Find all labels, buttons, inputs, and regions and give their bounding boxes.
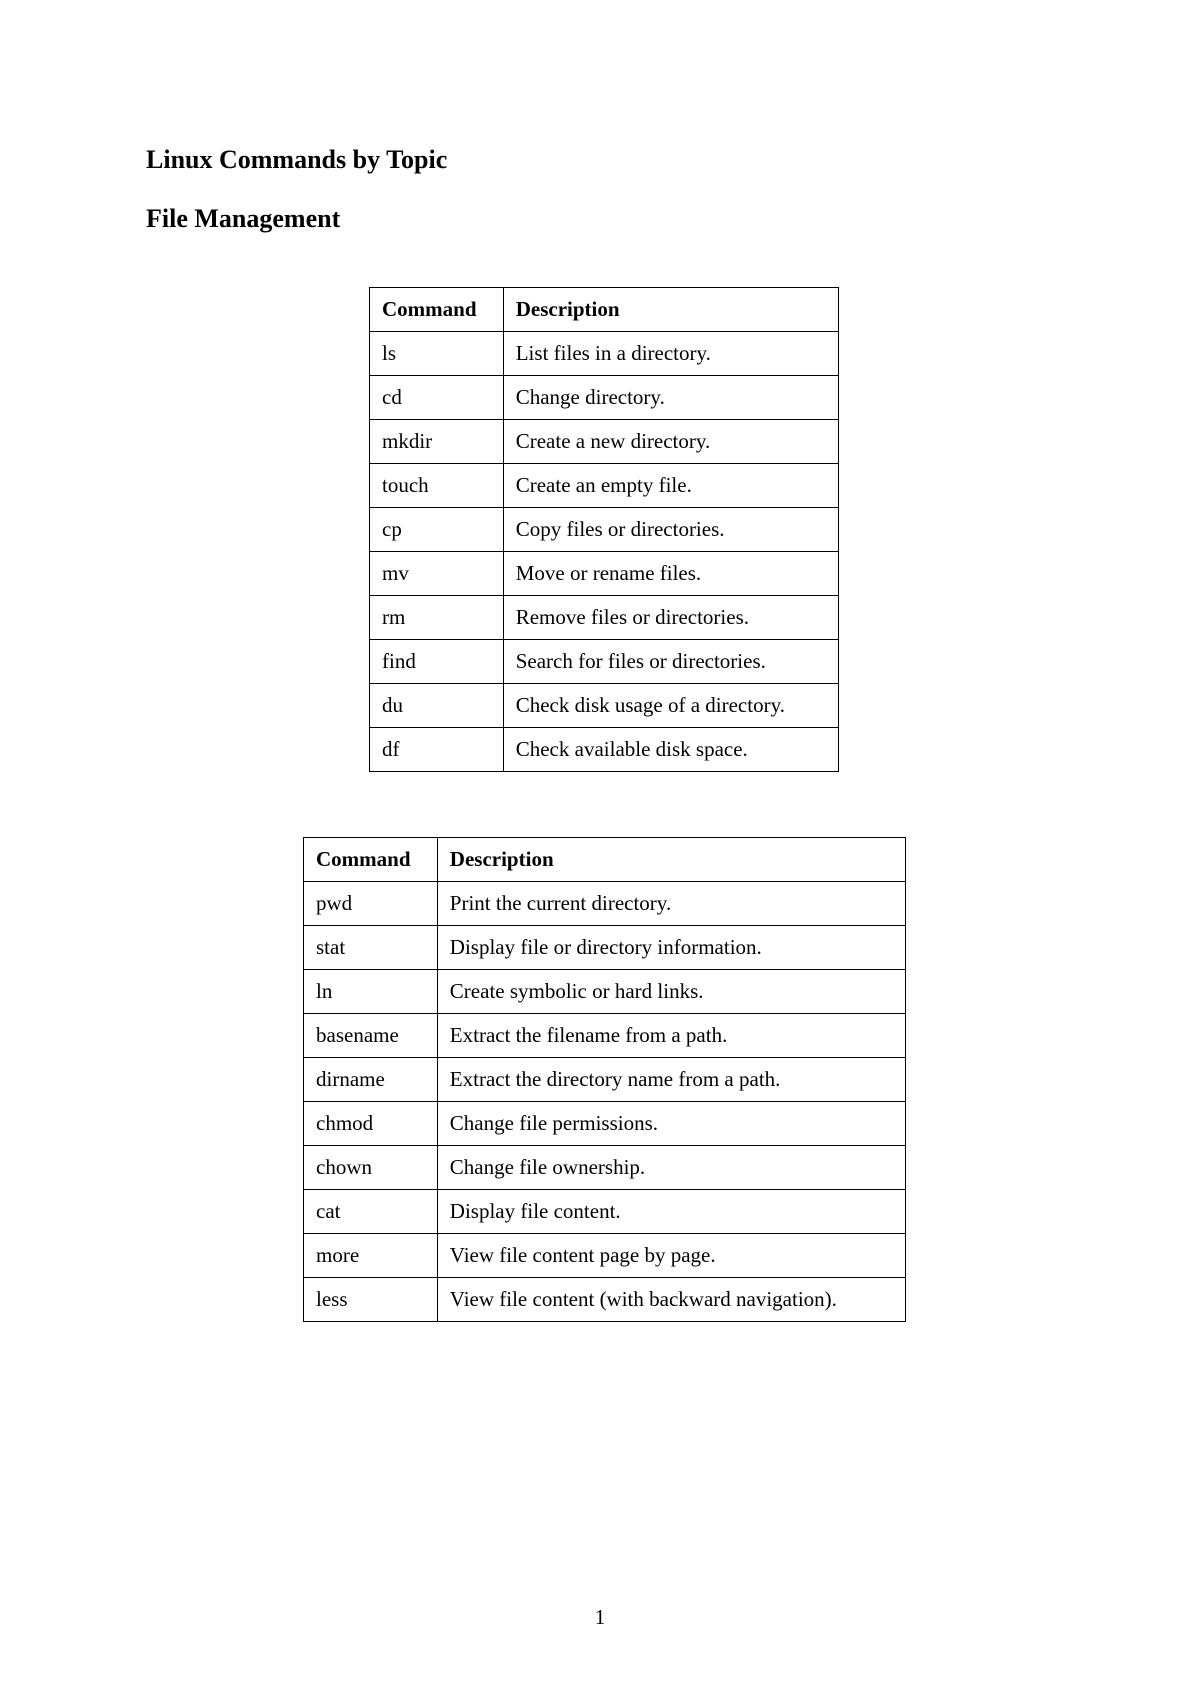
command-cell: chmod [304,1102,438,1146]
command-cell: basename [304,1014,438,1058]
command-cell: ls [370,332,504,376]
commands-table-2 [303,837,906,1322]
table-row [370,508,839,552]
description-cell: Create symbolic or hard links. [437,970,905,1014]
command-cell: stat [304,926,438,970]
table-row [370,420,839,464]
description-cell: Extract the filename from a path. [437,1014,905,1058]
description-cell: Change directory. [503,376,838,420]
command-cell: touch [370,464,504,508]
description-cell: Copy files or directories. [503,508,838,552]
table-header-row [304,838,906,882]
description-cell: Create an empty file. [503,464,838,508]
table-row [304,926,906,970]
table-row [304,1278,906,1322]
command-cell: dirname [304,1058,438,1102]
commands-table-1 [369,287,839,772]
description-cell: Display file content. [437,1190,905,1234]
table-row [304,1234,906,1278]
description-cell: Print the current directory. [437,882,905,926]
table-row [304,1102,906,1146]
table-row [304,1190,906,1234]
table-header-row [370,288,839,332]
command-cell: rm [370,596,504,640]
command-cell: cat [304,1190,438,1234]
description-cell: Change file permissions. [437,1102,905,1146]
command-cell: chown [304,1146,438,1190]
table-row [304,882,906,926]
command-cell: du [370,684,504,728]
command-cell: more [304,1234,438,1278]
command-cell: pwd [304,882,438,926]
command-cell: find [370,640,504,684]
table-row [370,596,839,640]
table-row [304,970,906,1014]
command-cell: cp [370,508,504,552]
command-cell: mkdir [370,420,504,464]
command-cell: less [304,1278,438,1322]
command-cell: cd [370,376,504,420]
table-row [370,640,839,684]
table-row [370,728,839,772]
command-cell: mv [370,552,504,596]
description-cell: Display file or directory information. [437,926,905,970]
command-cell: df [370,728,504,772]
description-cell: Check available disk space. [503,728,838,772]
description-cell: Create a new directory. [503,420,838,464]
table-row [370,552,839,596]
table-row [370,464,839,508]
table-row [370,332,839,376]
description-cell: Extract the directory name from a path. [437,1058,905,1102]
section-title-file-management: File Management [146,204,341,233]
description-cell: Change file ownership. [437,1146,905,1190]
column-header-description: Description [503,288,838,332]
page-title: Linux Commands by Topic [146,145,448,174]
table-row [370,684,839,728]
command-cell: ln [304,970,438,1014]
column-header-command: Command [370,288,504,332]
table-row [304,1014,906,1058]
table-row [370,376,839,420]
column-header-description: Description [437,838,905,882]
description-cell: Move or rename files. [503,552,838,596]
description-cell: Search for files or directories. [503,640,838,684]
page-number: 1 [594,1605,606,1629]
table-row [304,1146,906,1190]
description-cell: List files in a directory. [503,332,838,376]
description-cell: View file content page by page. [437,1234,905,1278]
table-row [304,1058,906,1102]
description-cell: Remove files or directories. [503,596,838,640]
description-cell: View file content (with backward navigation). [437,1278,905,1322]
description-cell: Check disk usage of a directory. [503,684,838,728]
column-header-command: Command [304,838,438,882]
